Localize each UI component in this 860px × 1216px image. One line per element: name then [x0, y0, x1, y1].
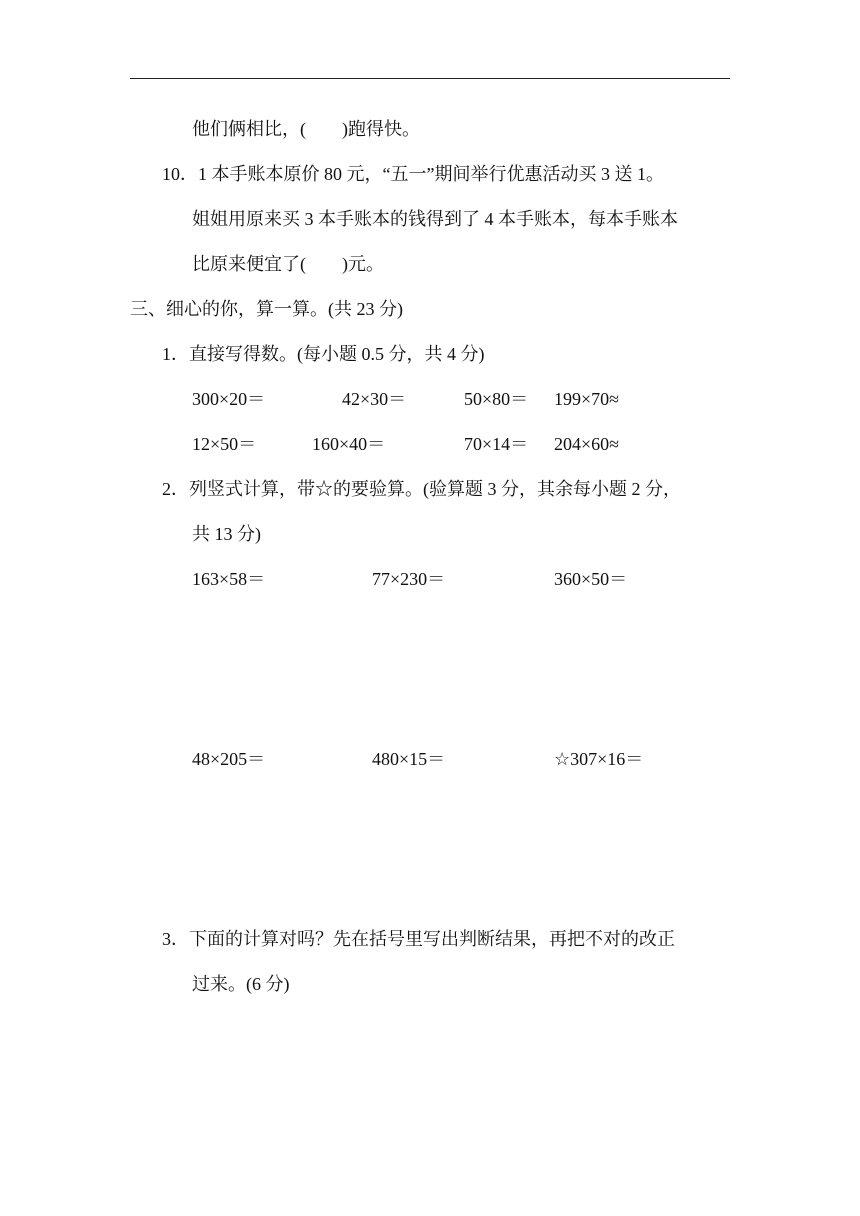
q3-heading-line-2: 过来。(6 分) [192, 974, 290, 994]
header-rule [130, 78, 730, 79]
oral-calc-item: 199×70≈ [554, 389, 620, 409]
q1-heading: 1．直接写得数。(每小题 0.5 分，共 4 分) [162, 344, 485, 364]
q2-heading-line-2: 共 13 分) [192, 524, 261, 544]
oral-calc-item: 50×80＝ [464, 389, 529, 409]
oral-calc-item: 42×30＝ [342, 389, 407, 409]
q10-line-2: 姐姐用原来买 3 本手账本的钱得到了 4 本手账本，每本手账本 [192, 209, 678, 229]
oral-calc-item: 300×20＝ [192, 389, 266, 409]
vertical-calc-item: 77×230＝ [372, 569, 446, 589]
q9-continuation: 他们俩相比，( )跑得快。 [192, 119, 420, 139]
vertical-calc-item: 48×205＝ [192, 749, 266, 769]
vertical-calc-item: ☆307×16＝ [554, 749, 644, 769]
vertical-calc-item: 163×58＝ [192, 569, 266, 589]
vertical-calc-item: 480×15＝ [372, 749, 446, 769]
oral-calc-item: 12×50＝ [192, 434, 257, 454]
q10-line-3: 比原来便宜了( )元。 [192, 254, 384, 274]
q10-line-1: 10．1 本手账本原价 80 元，“五一”期间举行优惠活动买 3 送 1。 [162, 164, 664, 184]
q2-heading-line-1: 2．列竖式计算，带☆的要验算。(验算题 3 分，其余每小题 2 分， [162, 479, 681, 499]
q3-heading-line-1: 3．下面的计算对吗？先在括号里写出判断结果，再把不对的改正 [162, 929, 675, 949]
vertical-calc-item: 360×50＝ [554, 569, 628, 589]
oral-calc-item: 160×40＝ [312, 434, 386, 454]
oral-calc-item: 204×60≈ [554, 434, 620, 454]
section-3-title: 三、细心的你，算一算。(共 23 分) [130, 299, 403, 319]
oral-calc-item: 70×14＝ [464, 434, 529, 454]
